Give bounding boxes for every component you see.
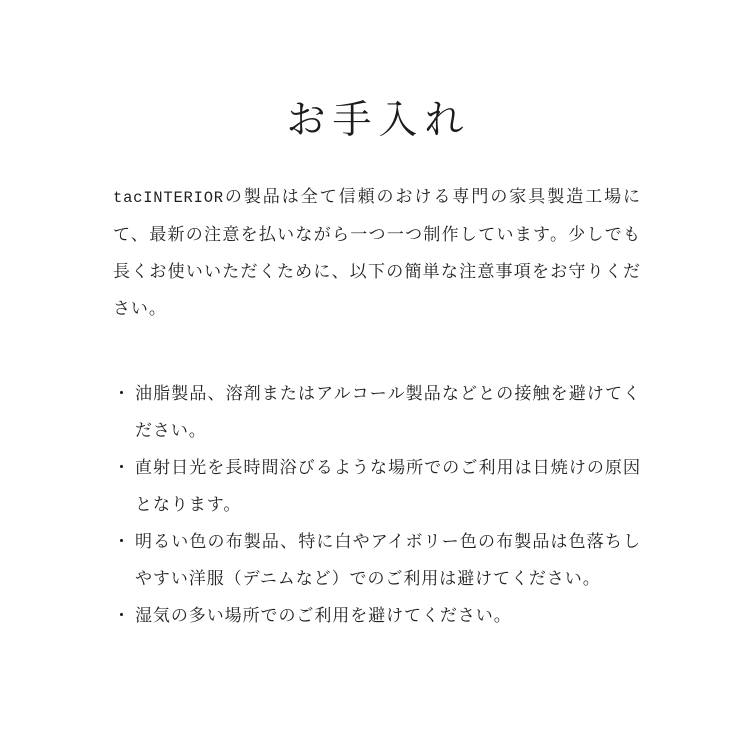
content-body [113, 178, 641, 634]
page-title: お手入れ [286, 99, 471, 143]
intro-paragraph [113, 178, 641, 327]
bullet-icon: ・ [113, 383, 131, 403]
list-item-text: 湿気の多い場所でのご利用を避けてください。 [135, 606, 512, 626]
intro-text: の製品は全て信頼のおける専門の家具製造工場にて、最新の注意を払いながら一つ一つ制作しています。少しでも長くお使いいただくために、以下の簡単な注意事項をお守りください。 [113, 187, 641, 318]
bullet-icon: ・ [113, 458, 131, 478]
list-item-text: 油脂製品、溶剤またはアルコール製品などとの接触を避けてください。 [135, 383, 641, 440]
list-item [113, 597, 641, 634]
list-item [113, 375, 641, 449]
list-item [113, 449, 641, 523]
bullet-icon: ・ [113, 532, 131, 552]
bullet-icon: ・ [113, 606, 131, 626]
list-item [113, 523, 641, 597]
list-item-text: 直射日光を長時間浴びるような場所でのご利用は日焼けの原因となります。 [135, 458, 641, 515]
brand-name: tacINTERIOR [113, 189, 224, 207]
care-notes-list [113, 375, 641, 634]
list-item-text: 明るい色の布製品、特に白やアイボリー色の布製品は色落ちしやすい洋服（デニムなど）でのご利用は避けてください。 [135, 532, 641, 589]
